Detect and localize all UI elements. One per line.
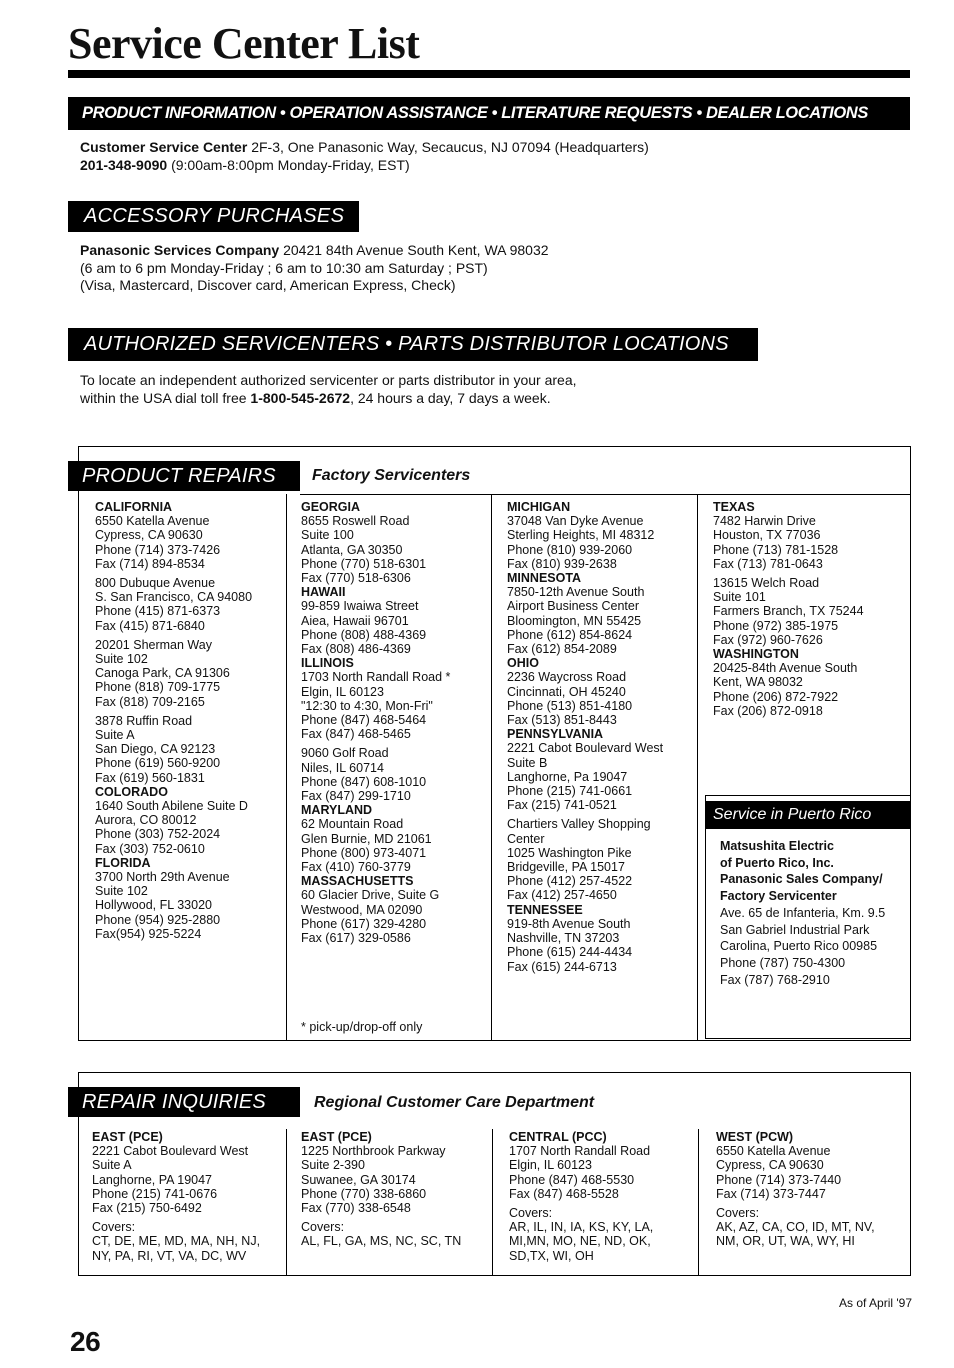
- address-line: 6550 Katella Avenue: [716, 1144, 831, 1159]
- address-line: Phone (617) 329-4280: [301, 916, 427, 931]
- address-line: Fax(954) 925-5224: [95, 926, 202, 941]
- address-line: Center: [507, 831, 545, 846]
- address-line: Covers:: [92, 1220, 136, 1235]
- address-line: Suite A: [95, 728, 135, 743]
- address-line: 20201 Sherman Way: [95, 637, 212, 652]
- address-line: 1025 Washington Pike: [507, 845, 632, 860]
- address-line: Phone (954) 925-2880: [95, 912, 221, 927]
- address-line: Suwanee, GA 30174: [301, 1172, 416, 1187]
- address-line: CT, DE, ME, MD, MA, NH, NJ,: [92, 1234, 261, 1249]
- address-line: San Diego, CA 92123: [95, 742, 216, 757]
- address-line: Suite 2-390: [301, 1158, 365, 1173]
- column-divider: [286, 494, 287, 1041]
- product-repairs-label: PRODUCT REPAIRS: [68, 461, 300, 491]
- address-line: Cypress, CA 90630: [95, 528, 203, 543]
- address-line: Aurora, CO 80012: [95, 813, 197, 828]
- address-line: Farmers Branch, TX 75244: [713, 604, 864, 619]
- state-heading: MICHIGAN: [507, 500, 571, 514]
- address-line: Phone (810) 939-2060: [507, 542, 633, 557]
- address-line: S. San Francisco, CA 94080: [95, 590, 253, 605]
- address-line: Fax (714) 373-7447: [716, 1186, 826, 1201]
- address-line: Phone (714) 373-7426: [95, 542, 221, 557]
- state-heading: CENTRAL (PCC): [509, 1130, 607, 1144]
- address-line: Bridgeville, PA 15017: [507, 860, 625, 875]
- state-heading: FLORIDA: [95, 855, 151, 870]
- address-line: Cincinnati, OH 45240: [507, 684, 626, 699]
- address-line: Phone (206) 872-7922: [713, 689, 839, 704]
- address-line: 7850-12th Avenue South: [507, 585, 645, 600]
- address-line: Fax (714) 894-8534: [95, 556, 205, 571]
- state-heading: PENNSYLVANIA: [507, 727, 604, 742]
- address-line: Elgin, IL 60123: [301, 684, 384, 699]
- address-line: Fax (206) 872-0918: [713, 703, 823, 718]
- address-line: Fax (410) 760-3779: [301, 860, 411, 875]
- address-line: Canoga Park, CA 91306: [95, 666, 230, 681]
- authorized-line1: To locate an independent authorized servicenter or parts distributor in your area,: [80, 372, 577, 388]
- address-line: 20425-84th Avenue South: [713, 661, 858, 676]
- address-line: Fax (617) 329-0586: [301, 931, 411, 946]
- puerto-rico-company-line: Factory Servicenter: [720, 889, 837, 904]
- address-line: Phone (415) 871-6373: [95, 604, 221, 619]
- column-divider: [698, 1129, 699, 1276]
- column-divider: [286, 1129, 287, 1276]
- title-rule: [68, 70, 910, 78]
- puerto-rico-label: Service in Puerto Rico: [705, 801, 911, 829]
- address-line: Fax (818) 709-2165: [95, 694, 205, 709]
- address-line: Phone (972) 385-1975: [713, 618, 839, 633]
- info-banner: PRODUCT INFORMATION • OPERATION ASSISTANCE • LITERATURE REQUESTS • DEALER LOCATIONS: [68, 97, 910, 130]
- address-line: AK, AZ, CA, CO, ID, MT, NV,: [716, 1220, 875, 1235]
- address-line: Suite A: [92, 1158, 132, 1173]
- puerto-rico-address-line: Phone (787) 750-4300: [720, 955, 846, 970]
- address-line: Sterling Heights, MI 48312: [507, 528, 655, 543]
- address-line: MI,MN, MO, NE, ND, OK,: [509, 1234, 651, 1249]
- puerto-rico-address-line: Carolina, Puerto Rico 00985: [720, 939, 878, 954]
- address-line: 800 Dubuque Avenue: [95, 576, 216, 591]
- state-heading: MINNESOTA: [507, 571, 582, 586]
- address-line: Suite 101: [713, 590, 766, 605]
- address-line: Phone (770) 338-6860: [301, 1186, 427, 1201]
- address-line: Phone (800) 973-4071: [301, 845, 427, 860]
- pickup-footnote: * pick-up/drop-off only: [301, 1020, 423, 1034]
- address-line: Phone (770) 518-6301: [301, 556, 427, 571]
- address-line: NY, PA, RI, VT, VA, DC, WV: [92, 1248, 247, 1263]
- column-divider: [491, 494, 492, 1041]
- address-line: Suite 102: [95, 652, 148, 667]
- address-line: Glen Burnie, MD 21061: [301, 831, 432, 846]
- address-line: Fax (415) 871-6840: [95, 618, 205, 633]
- address-line: Fax (215) 750-6492: [92, 1201, 202, 1216]
- address-line: Langhorne, PA 19047: [92, 1172, 213, 1187]
- accessory-hours: (6 am to 6 pm Monday-Friday ; 6 am to 10:30 am Saturday ; PST): [80, 259, 488, 276]
- address-line: NM, OR, UT, WA, WY, HI: [716, 1234, 855, 1249]
- column-divider: [697, 494, 698, 1041]
- address-line: Phone (808) 488-4369: [301, 627, 427, 642]
- puerto-rico-address-line: Ave. 65 de Infanteria, Km. 9.5: [720, 905, 886, 920]
- address-line: Fax (770) 338-6548: [301, 1201, 411, 1216]
- puerto-rico-company-line: Panasonic Sales Company/: [720, 872, 883, 887]
- address-line: AL, FL, GA, MS, NC, SC, TN: [301, 1234, 462, 1249]
- address-line: Fax (810) 939-2638: [507, 556, 617, 571]
- address-line: 1703 North Randall Road *: [301, 670, 451, 685]
- address-line: Fax (847) 468-5528: [509, 1186, 619, 1201]
- address-line: 3700 North 29th Avenue: [95, 870, 230, 885]
- address-line: Nashville, TN 37203: [507, 931, 620, 946]
- address-line: Fax (847) 468-5465: [301, 727, 411, 742]
- address-line: Fax (303) 752-0610: [95, 841, 205, 856]
- address-line: 2221 Cabot Boulevard West: [92, 1144, 249, 1159]
- address-line: Phone (215) 741-0661: [507, 784, 633, 799]
- authorized-line2-post: , 24 hours a day, 7 days a week.: [350, 389, 551, 406]
- address-line: Covers:: [716, 1206, 760, 1221]
- customer-service-address: 2F-3, One Panasonic Way, Secaucus, NJ 07094 (Headquarters): [251, 139, 649, 155]
- product-repairs-subtitle: Factory Servicenters: [312, 467, 471, 484]
- toll-free-number: 1-800-545-2672: [250, 389, 351, 406]
- address-line: Fax (615) 244-6713: [507, 959, 617, 974]
- address-line: Phone (714) 373-7440: [716, 1172, 842, 1187]
- customer-service-hours: (9:00am-8:00pm Monday-Friday, EST): [171, 156, 410, 173]
- accessory-block: [80, 242, 549, 295]
- accessory-company: Panasonic Services Company: [80, 242, 280, 258]
- address-line: Fax (215) 741-0521: [507, 798, 617, 813]
- address-line: Phone (612) 854-8624: [507, 627, 633, 642]
- repairs-column-2: [301, 500, 450, 945]
- customer-service-phone: 201-348-9090: [80, 156, 168, 173]
- address-line: 60 Glacier Drive, Suite G: [301, 888, 440, 903]
- address-line: "12:30 to 4:30, Mon-Fri": [301, 698, 433, 713]
- address-line: Fax (412) 257-4650: [507, 888, 617, 903]
- accessory-banner: ACCESSORY PURCHASES: [68, 201, 359, 232]
- address-line: Phone (847) 468-5530: [509, 1172, 635, 1187]
- address-line: Phone (412) 257-4522: [507, 874, 633, 889]
- puerto-rico-address-line: San Gabriel Industrial Park: [720, 922, 870, 937]
- address-line: Westwood, MA 02090: [301, 902, 423, 917]
- address-line: Phone (615) 244-4434: [507, 945, 633, 960]
- address-line: Suite 102: [95, 884, 148, 899]
- puerto-rico-company-line: Matsushita Electric: [720, 839, 834, 853]
- address-line: Bloomington, MN 55425: [507, 613, 642, 628]
- address-line: 37048 Van Dyke Avenue: [507, 514, 644, 529]
- repairs-column-4: [713, 500, 864, 718]
- address-line: Phone (847) 608-1010: [301, 774, 427, 789]
- address-line: 2236 Waycross Road: [507, 670, 627, 685]
- column-divider: [492, 1129, 493, 1276]
- state-heading: EAST (PCE): [301, 1130, 372, 1144]
- address-line: Fax (808) 486-4369: [301, 642, 411, 657]
- repair-inquiries-subtitle: Regional Customer Care Department: [314, 1094, 595, 1111]
- inquiries-column-4: [716, 1130, 875, 1249]
- inquiries-column-2: [301, 1130, 461, 1249]
- address-line: Langhorne, Pa 19047: [507, 769, 628, 784]
- address-line: 919-8th Avenue South: [507, 916, 631, 931]
- address-line: Atlanta, GA 30350: [301, 542, 403, 557]
- address-line: 1640 South Abilene Suite D: [95, 799, 248, 814]
- state-heading: MARYLAND: [301, 803, 373, 818]
- address-line: Fax (612) 854-2089: [507, 642, 617, 657]
- state-heading: TENNESSEE: [507, 902, 583, 917]
- repairs-column-1: [95, 500, 252, 941]
- state-heading: CALIFORNIA: [95, 500, 173, 514]
- address-line: Fax (770) 518-6306: [301, 571, 411, 586]
- address-line: Phone (303) 752-2024: [95, 827, 221, 842]
- authorized-line2-pre: within the USA dial toll free: [80, 389, 247, 406]
- state-heading: GEORGIA: [301, 500, 361, 514]
- inquiries-column-3: [509, 1130, 653, 1263]
- state-heading: MASSACHUSETTS: [301, 874, 414, 889]
- address-line: 62 Mountain Road: [301, 817, 404, 832]
- address-line: Hollywood, FL 33020: [95, 898, 212, 913]
- address-line: AR, IL, IN, IA, KS, KY, LA,: [509, 1220, 654, 1235]
- address-line: Fax (713) 781-0643: [713, 556, 823, 571]
- address-line: Covers:: [509, 1206, 553, 1221]
- address-line: Phone (619) 560-9200: [95, 756, 221, 771]
- state-heading: OHIO: [507, 656, 539, 671]
- address-line: Phone (713) 781-1528: [713, 542, 839, 557]
- address-line: Fax (847) 299-1710: [301, 789, 411, 804]
- address-line: Phone (818) 709-1775: [95, 680, 221, 695]
- address-line: Chartiers Valley Shopping: [507, 817, 651, 832]
- repairs-column-3: [507, 500, 663, 974]
- address-line: Aiea, Hawaii 96701: [301, 613, 409, 628]
- address-line: SD,TX, WI, OH: [509, 1248, 594, 1263]
- address-line: Airport Business Center: [507, 599, 640, 614]
- puerto-rico-address-line: Fax (787) 768-2910: [720, 972, 830, 987]
- address-line: Suite B: [507, 755, 548, 770]
- customer-service-block: [80, 139, 649, 174]
- state-heading: TEXAS: [713, 500, 755, 514]
- address-line: 7482 Harwin Drive: [713, 514, 816, 529]
- address-line: Elgin, IL 60123: [509, 1158, 592, 1173]
- state-heading: HAWAII: [301, 585, 346, 600]
- puerto-rico-address: [720, 838, 885, 988]
- address-line: Fax (619) 560-1831: [95, 770, 205, 785]
- state-heading: WASHINGTON: [713, 647, 799, 662]
- address-line: 13615 Welch Road: [713, 576, 820, 591]
- address-line: 6550 Katella Avenue: [95, 514, 210, 529]
- address-line: Cypress, CA 90630: [716, 1158, 824, 1173]
- address-line: Fax (513) 851-8443: [507, 713, 617, 728]
- authorized-banner: AUTHORIZED SERVICENTERS • PARTS DISTRIBUTOR LOCATIONS: [68, 328, 758, 361]
- page-number: 26: [70, 1326, 101, 1357]
- state-heading: WEST (PCW): [716, 1130, 794, 1144]
- address-line: Phone (215) 741-0676: [92, 1186, 218, 1201]
- address-line: 8655 Roswell Road: [301, 514, 410, 529]
- subtitle-rule: [300, 494, 911, 495]
- state-heading: COLORADO: [95, 784, 168, 799]
- address-line: Niles, IL 60714: [301, 760, 384, 775]
- state-heading: EAST (PCE): [92, 1130, 163, 1144]
- address-line: Fax (972) 960-7626: [713, 632, 823, 647]
- address-line: 3878 Ruffin Road: [95, 713, 193, 728]
- state-heading: ILLINOIS: [301, 656, 354, 671]
- address-line: 2221 Cabot Boulevard West: [507, 741, 664, 756]
- accessory-payment: (Visa, Mastercard, Discover card, American Express, Check): [80, 277, 456, 293]
- address-line: Suite 100: [301, 528, 354, 543]
- address-line: 1707 North Randall Road: [509, 1144, 651, 1159]
- as-of-date: As of April '97: [839, 1296, 912, 1310]
- address-line: Covers:: [301, 1220, 345, 1235]
- address-line: 99-859 Iwaiwa Street: [301, 599, 419, 614]
- puerto-rico-company-line: of Puerto Rico, Inc.: [720, 855, 834, 870]
- authorized-block: [80, 372, 577, 407]
- accessory-address: 20421 84th Avenue South Kent, WA 98032: [283, 242, 549, 258]
- address-line: Kent, WA 98032: [713, 675, 803, 690]
- customer-service-name: Customer Service Center: [80, 139, 248, 155]
- address-line: 9060 Golf Road: [301, 746, 389, 761]
- repair-inquiries-label: REPAIR INQUIRIES: [68, 1087, 300, 1117]
- address-line: 1225 Northbrook Parkway: [301, 1144, 446, 1159]
- address-line: Houston, TX 77036: [713, 528, 821, 543]
- address-line: Phone (513) 851-4180: [507, 698, 633, 713]
- inquiries-column-1: [92, 1130, 260, 1263]
- address-line: Phone (847) 468-5464: [301, 713, 427, 728]
- page-title: Service Center List: [68, 19, 420, 68]
